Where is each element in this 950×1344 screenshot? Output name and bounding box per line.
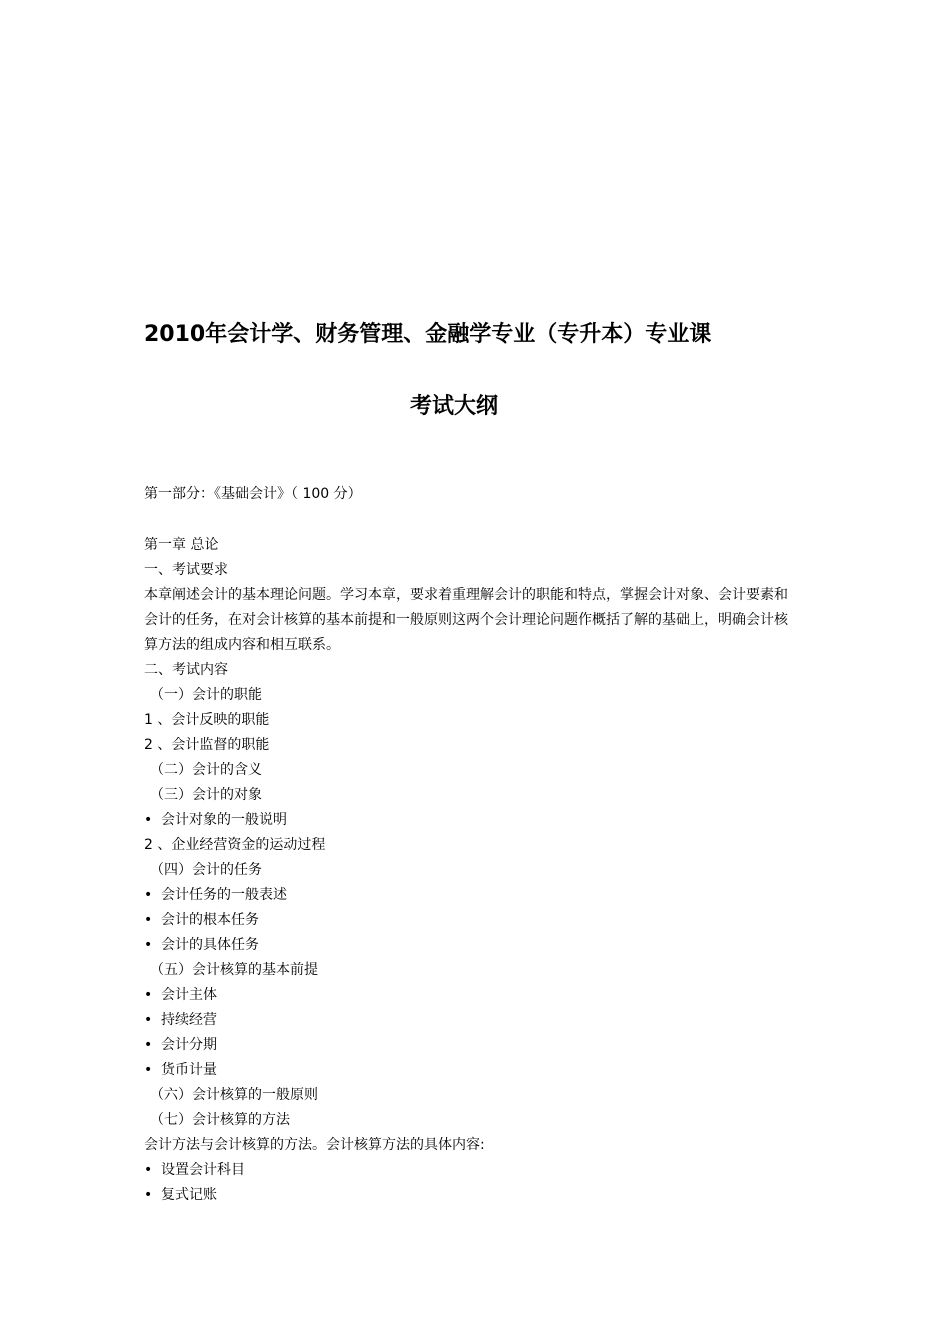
numbered-item: 2 、会计监督的职能 — [144, 737, 270, 753]
bullet-icon: • — [144, 1187, 153, 1203]
chapter-body — [144, 533, 814, 1208]
numbered-item: 1 、会计反映的职能 — [144, 712, 270, 728]
bullet-item: • 货币计量 — [144, 1058, 814, 1083]
bullet-icon: • — [144, 1162, 153, 1178]
bullet-item: • 会计的根本任务 — [144, 908, 814, 933]
requirements-paragraph — [144, 583, 814, 658]
section-text: 会计方法与会计核算的方法。会计核算方法的具体内容: — [144, 1137, 485, 1153]
bullet-item: • 会计主体 — [144, 983, 814, 1008]
bullet-icon: • — [144, 987, 153, 1003]
bullet-item: • 持续经营 — [144, 1008, 814, 1033]
section-heading: （六）会计核算的一般原则 — [150, 1087, 318, 1103]
bullet-icon: • — [144, 1037, 153, 1053]
requirements-line: 本章阐述会计的基本理论问题。学习本章，要求着重理解会计的职能和特点，掌握会计对象、会计要素和 — [144, 587, 788, 603]
section-heading: （三）会计的对象 — [150, 787, 262, 803]
bullet-item: • 会计对象的一般说明 — [144, 808, 814, 833]
bullet-icon: • — [144, 812, 153, 828]
section-heading: （四）会计的任务 — [150, 862, 262, 878]
requirements-heading: 一、考试要求 — [144, 562, 228, 578]
bullet-item: • 复式记账 — [144, 1183, 814, 1208]
requirements-line: 算方法的组成内容和相互联系。 — [144, 637, 340, 653]
bullet-item: • 会计任务的一般表述 — [144, 883, 814, 908]
bullet-icon: • — [144, 1012, 153, 1028]
section-heading: （一）会计的职能 — [150, 687, 262, 703]
chapter-heading: 第一章 总论 — [144, 537, 219, 553]
bullet-item: • 会计分期 — [144, 1033, 814, 1058]
bullet-item: • 设置会计科目 — [144, 1158, 814, 1183]
section-heading: （二）会计的含义 — [150, 762, 262, 778]
section-heading: （七）会计核算的方法 — [150, 1112, 290, 1128]
content-heading: 二、考试内容 — [144, 662, 228, 678]
bullet-item: • 会计的具体任务 — [144, 933, 814, 958]
part-heading: 第一部分：《基础会计》（ 100 分） — [144, 486, 362, 502]
section-heading: （五）会计核算的基本前提 — [150, 962, 318, 978]
bullet-icon: • — [144, 912, 153, 928]
bullet-icon: • — [144, 1062, 153, 1078]
document-title-line2: 考试大纲 — [409, 394, 498, 419]
document-title-line1: 2010年会计学、财务管理、金融学专业（专升本）专业课 — [144, 322, 712, 347]
bullet-icon: • — [144, 937, 153, 953]
numbered-item: 2 、企业经营资金的运动过程 — [144, 837, 326, 853]
bullet-icon: • — [144, 887, 153, 903]
requirements-line: 会计的任务，在对会计核算的基本前提和一般原则这两个会计理论问题作概括了解的基础上，明确会计核 — [144, 612, 788, 628]
